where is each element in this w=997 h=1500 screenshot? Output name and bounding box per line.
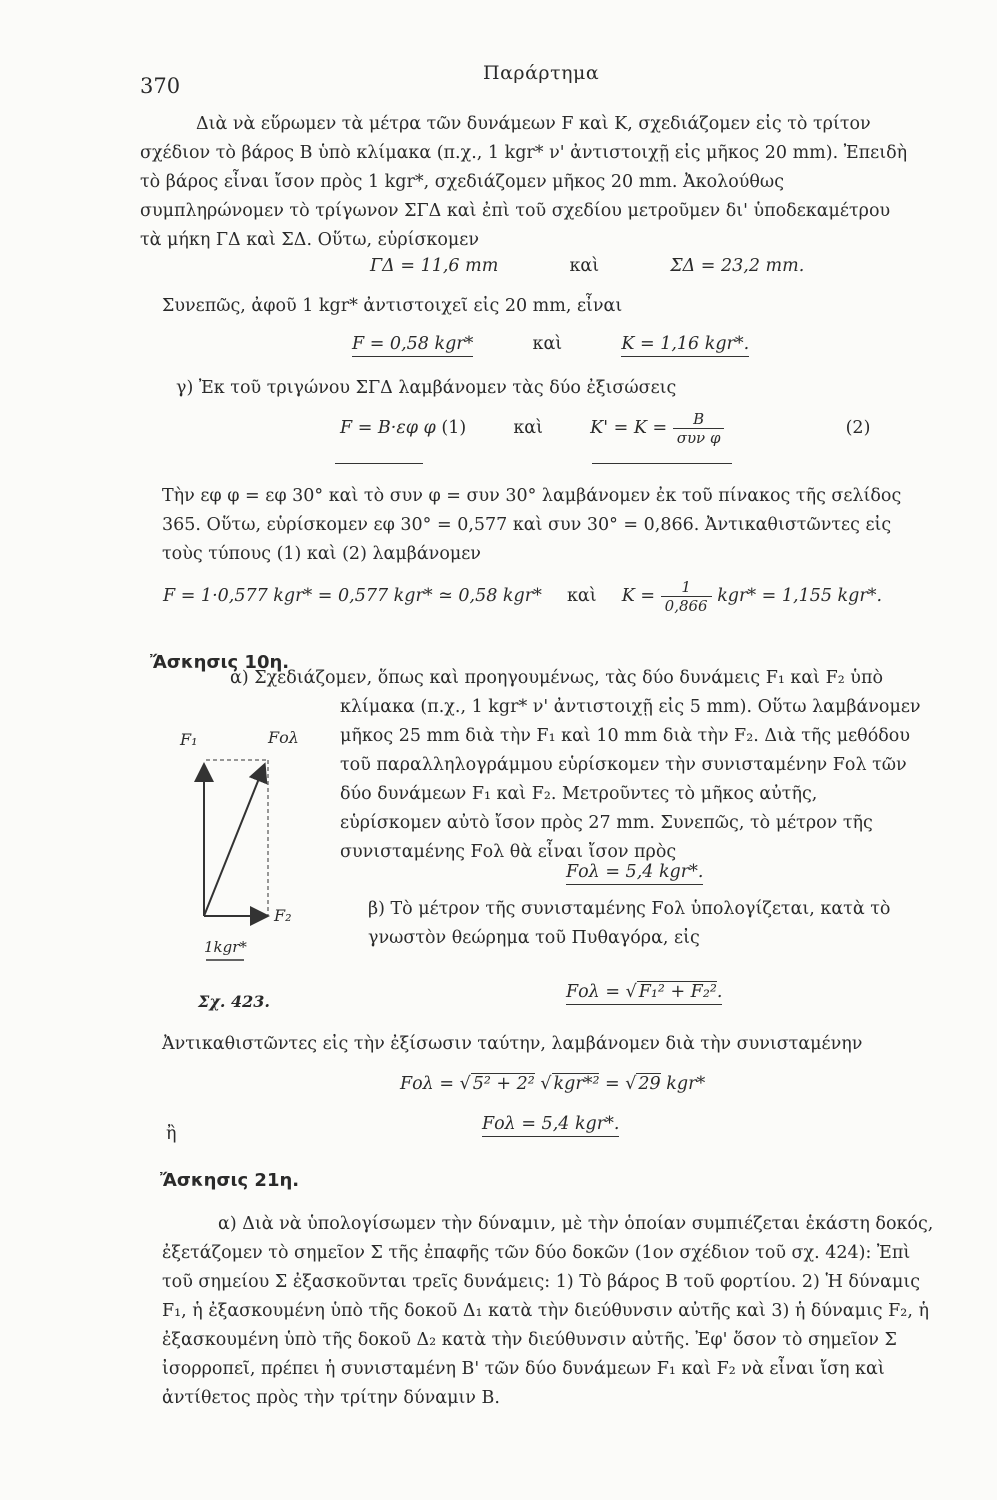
equation-conjunction: καὶ <box>513 418 543 438</box>
equation-resultant-computed: Fολ = 5,4 kgr*. <box>482 1114 619 1134</box>
paragraph-gamma: γ) Ἐκ τοῦ τριγώνου ΣΓΔ λαμβάνομεν τὰς δύο ἐξισώσεις <box>176 378 677 398</box>
label-F2: F₂ <box>274 906 292 925</box>
label-scale: 1kgr* <box>204 938 247 956</box>
section-title-exercise-10: Ἄσκησις 10η. <box>150 652 290 673</box>
paragraph-forces-measure: Διὰ νὰ εὕρωμεν τὰ μέτρα τῶν δυνάμεων F καὶ K, σχεδιάζομεν εἰς τὸ τρίτον σχέδιον τὸ βάρος B ὑπὸ κλίμακα (π.χ., 1 kgr* ν' ἀντιστοιχῇ εἰς μῆκος 20 mm). Ἐπειδὴ τὸ βάρος εἶναι ἴσον πρὸς 1 kgr*, σχεδιάζομεν μῆκος 20 mm. Ἀκολούθως συμπληρώνομεν τὸ τρίγωνον ΣΓΔ καὶ ἐπὶ τοῦ σχεδίου μετροῦμεν δι' ὑποδεκαμέτρου τὰ μήκη ΓΔ καὶ ΣΔ. Οὕτω, εὑρίσκομεν <box>140 114 908 250</box>
figure-caption: Σχ. 423. <box>198 992 270 1011</box>
fraction-1-over-0866: $\frac{1}{0,866}$ <box>661 578 712 615</box>
section-title-exercise-21: Ἄσκησις 21η. <box>160 1170 300 1191</box>
equation-number-2: (2) <box>845 418 871 438</box>
equation-results <box>352 334 749 354</box>
equation-lengths <box>370 256 804 276</box>
page-number: 370 <box>140 74 181 98</box>
label-Fol: Fολ <box>268 728 299 747</box>
paragraph-exercise-21: α) Διὰ νὰ ὑπολογίσωμεν τὴν δύναμιν, μὲ τὴν ὁποίαν συμπιέζεται ἑκάστη δοκός, ἐξετάζομεν τὸ σημεῖον Σ τῆς ἐπαφῆς τῶν δύο δοκῶν (1ον σχέδιον τοῦ σχ. 424): Ἐπὶ τοῦ σημείου Σ ἐξασκοῦνται τρεῖς δυνάμεις: 1) Τὸ βάρος B τοῦ φορτίου. 2) Ἡ δύναμις F₁, ἡ ἐξασκουμένη ὑπὸ τῆς δοκοῦ Δ₁ κατὰ τὴν διεύθυνσιν αὐτῆς καὶ 3) ἡ δύναμις F₂, ἡ ἐξασκουμένη ὑπὸ τῆς δοκοῦ Δ₂ κατὰ τὴν διεύθυνσιν αὐτῆς. Ἐφ' ὅσον τὸ σημεῖον Σ ἰσορροπεῖ, πρέπει ἡ συνισταμένη B' τῶν δύο δυνάμεων F₁ καὶ F₂ νὰ εἶναι ἴση καὶ ἀντίθετος πρὸς τὴν τρίτην δύναμιν B. <box>162 1214 934 1408</box>
equation-sigma-delta: ΣΔ = 23,2 mm. <box>670 256 805 276</box>
equation-conjunction: καὶ <box>532 334 563 354</box>
equation-K-formula: K' = K = <box>590 418 668 438</box>
equation-conjunction: καὶ <box>569 256 600 276</box>
equation-substitution: Fολ = √ 5² + 2² √ kgr*² = √ 29 kgr* <box>400 1074 706 1094</box>
equation-final-values <box>163 578 882 615</box>
equation-number-1: (1) <box>441 418 467 438</box>
fraction-B-over-cos: $\frac{B}{\text{συν φ}}$ <box>673 410 725 447</box>
parallelogram-diagram <box>168 720 318 1010</box>
equation-pythagoras: Fολ = √ F₁² + F₂². <box>566 982 722 1002</box>
vector-Fol <box>204 766 264 916</box>
equation-triangle <box>340 410 870 447</box>
equation-K-result: K = 1,16 kgr*. <box>621 334 749 357</box>
equation-K-final: K = <box>621 586 656 606</box>
paragraph-exercise-10-a: α) Σχεδιάζομεν, ὅπως καὶ προηγουμένως, τὰς δύο δυνάμεις F₁ καὶ F₂ ὑπὸ κλίμακα (π.χ., 1 kgr* ν' ἀντιστοιχῇ εἰς 5 mm). Οὕτω λαμβάνομεν μῆκος 25 mm διὰ τὴν F₁ καὶ 10 mm διὰ τὴν F₂. Διὰ τῆς μεθόδου τοῦ παραλληλογράμμου εὑρίσκομεν τὴν συνισταμένην Fολ τῶν δύο δυνάμεων F₁ καὶ F₂. Μετροῦντες τὸ μῆκος αὐτῆς, εὑρίσκομεν αὐτὸ ἴσον πρὸς 27 mm. Συνεπῶς, τὸ μέτρον τῆς συνισταμένης Fολ θὰ εἶναι ἴσον πρὸς <box>230 668 921 862</box>
equation-F-final: F = 1·0,577 kgr* = 0,577 kgr* ≃ 0,58 kgr* <box>163 586 542 606</box>
underline-eq1 <box>335 463 423 464</box>
paragraph-tan-cos: Τὴν εφ φ = εφ 30° καὶ τὸ συν φ = συν 30° λαμβάνομεν ἐκ τοῦ πίνακος τῆς σελίδος 365. Οὕτω, εὑρίσκομεν εφ 30° = 0,577 καὶ συν 30° = 0,866. Ἀντικαθιστῶντες εἰς τοὺς τύπους (1) καὶ (2) λαμβάνομεν <box>162 486 902 564</box>
equation-conjunction: καὶ <box>566 586 597 606</box>
running-title: Παράρτημα <box>483 62 600 84</box>
paragraph-consequently: Συνεπῶς, ἀφοῦ 1 kgr* ἀντιστοιχεῖ εἰς 20 mm, εἶναι <box>162 296 623 316</box>
underline-eq2 <box>592 463 732 464</box>
equation-gamma-delta: ΓΔ = 11,6 mm <box>370 256 499 276</box>
conjunction-or: ἢ <box>166 1124 177 1144</box>
label-F1: F₁ <box>180 730 198 749</box>
paragraph-exercise-10-b: β) Τὸ μέτρον τῆς συνισταμένης Fολ ὑπολογίζεται, κατὰ τὸ γνωστὸν θεώρημα τοῦ Πυθαγόρα, εἰς <box>368 899 891 948</box>
paragraph-substituting: Ἀντικαθιστῶντες εἰς τὴν ἐξίσωσιν ταύτην, λαμβάνομεν διὰ τὴν συνισταμένην <box>162 1034 863 1054</box>
equation-resultant-graphical: Fολ = 5,4 kgr*. <box>566 862 703 882</box>
equation-F-formula: F = B·εφ φ <box>340 418 436 438</box>
figure-423 <box>168 720 318 1010</box>
equation-F-result: F = 0,58 kgr* <box>352 334 473 357</box>
equation-K-final-tail: kgr* = 1,155 kgr*. <box>717 586 883 606</box>
